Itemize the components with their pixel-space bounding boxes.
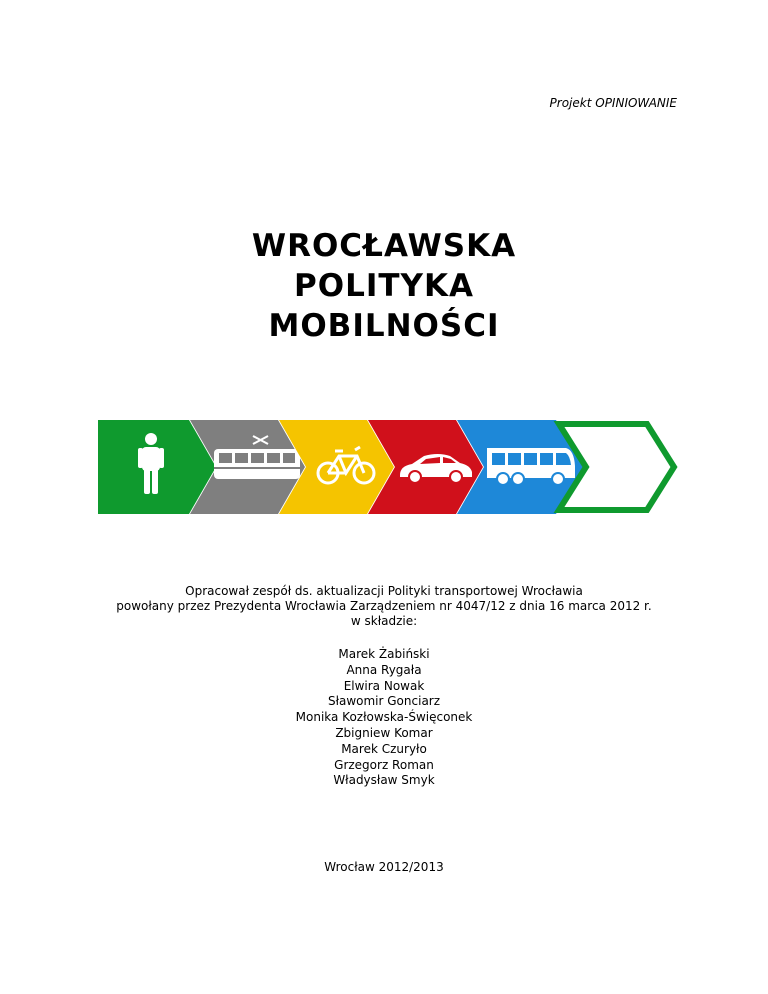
credits-line: Opracował zespół ds. aktualizacji Polityki transportowej Wrocławia [185,584,583,598]
team-member: Marek Żabiński [338,647,430,661]
title-line: MOBILNOŚCI [268,308,500,344]
team-member: Marek Czuryło [341,741,427,756]
title-line: WROCŁAWSKA [251,228,517,264]
team-member: Zbigniew Komar [335,725,433,740]
mobility-banner [98,420,683,514]
team-member: Władysław Smyk [333,773,435,788]
credits-line: powołany przez Prezydenta Wrocławia Zarządzeniem nr 4047/12 z dnia 16 marca 2012 r. [116,599,652,613]
credits [0,584,768,629]
credits-line: w składzie: [350,614,418,628]
team-member: Monika Kozłowska-Święconek [295,710,473,725]
document-title [0,226,768,346]
team-member: Anna Rygała [346,662,422,677]
team-member: Elwira Nowak [343,678,425,693]
team-member: Sławomir Gonciarz [327,694,441,709]
project-label: Projekt OPINIOWANIE [549,96,677,110]
team-members-list [0,647,768,789]
place-date: Wrocław 2012/2013 [324,860,444,874]
team-member: Grzegorz Roman [334,757,434,772]
title-line: POLITYKA [294,268,474,304]
